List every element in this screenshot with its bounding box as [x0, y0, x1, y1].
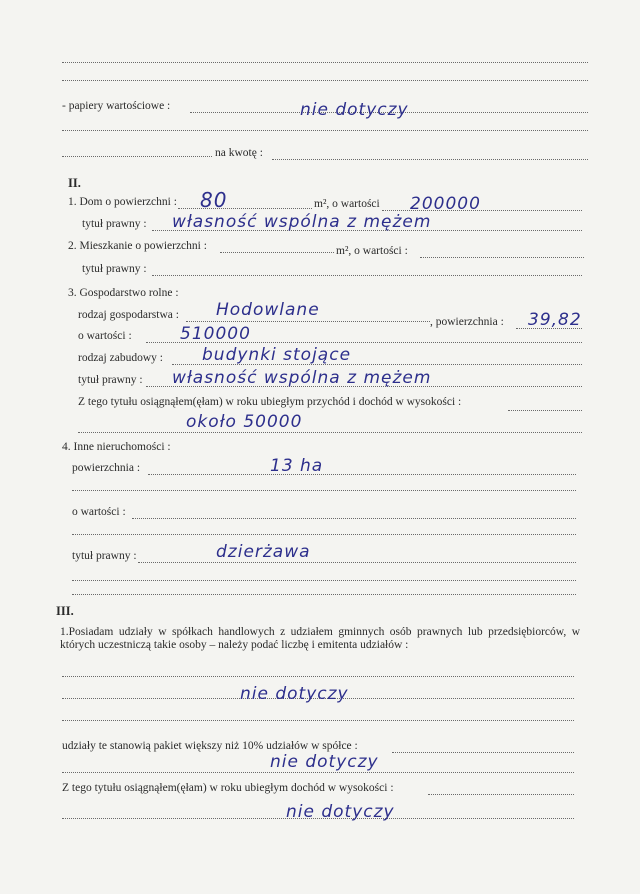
section-iii-heading: III.	[56, 604, 74, 618]
dotted-line	[62, 720, 574, 721]
other-property-label: 4. Inne nieruchomości :	[62, 441, 171, 453]
farm-value-label: o wartości :	[78, 330, 132, 342]
building-label: rodzaj zabudowy :	[78, 352, 163, 364]
house-title-value: własność wspólna z mężem	[172, 212, 432, 232]
securities-label: - papiery wartościowe :	[62, 100, 171, 112]
farm-title-value: własność wspólna z mężem	[172, 368, 432, 388]
iii-income-value: nie dotyczy	[286, 802, 395, 822]
dotted-line	[72, 580, 576, 581]
farm-label: 3. Gospodarstwo rolne :	[68, 287, 179, 299]
dotted-line	[72, 534, 576, 535]
package-label: udziały te stanowią pakiet większy niż 10% udziałów w spółce :	[62, 740, 358, 752]
farm-type-label: rodzaj gospodarstwa :	[78, 309, 179, 321]
flat-unit-label: m², o wartości :	[336, 245, 408, 257]
securities-value: nie dotyczy	[300, 100, 409, 120]
dotted-line	[62, 62, 588, 63]
flat-label: 2. Mieszkanie o powierzchni :	[68, 240, 207, 252]
farm-title-label: tytuł prawny :	[78, 374, 143, 386]
other-area-value: 13 ha	[270, 456, 324, 476]
dotted-line	[78, 432, 582, 433]
dotted-line	[152, 275, 582, 276]
other-area-label: powierzchnia :	[72, 462, 141, 474]
dotted-line	[392, 752, 574, 753]
other-title-value: dzierżawa	[216, 542, 311, 562]
dotted-line	[138, 562, 576, 563]
dotted-line	[62, 80, 588, 81]
farm-income-value: około 50000	[186, 412, 303, 432]
dotted-line	[72, 490, 576, 491]
dotted-line	[186, 321, 430, 322]
farm-income-label: Z tego tytułu osiągnąłem(ęłam) w roku ubiegłym przychód i dochód w wysokości :	[78, 396, 462, 408]
dotted-line	[508, 410, 582, 411]
dotted-line	[62, 676, 574, 677]
dotted-line	[272, 159, 588, 160]
section-ii-heading: II.	[68, 176, 81, 190]
dotted-line	[62, 772, 574, 773]
dotted-line	[132, 518, 576, 519]
house-label: 1. Dom o powierzchni :	[68, 196, 177, 208]
farm-area-label: , powierzchnia :	[430, 316, 504, 328]
farm-type-value: Hodowlane	[216, 300, 320, 320]
house-area-value: 80	[200, 188, 228, 212]
package-value: nie dotyczy	[270, 752, 379, 772]
house-unit-label: m², o wartości	[314, 198, 380, 210]
other-title-label: tytuł prawny :	[72, 550, 137, 562]
house-value: 200000	[410, 194, 481, 214]
house-title-label: tytuł prawny :	[82, 218, 147, 230]
building-value: budynki stojące	[202, 345, 352, 365]
shares-text: 1.Posiadam udziały w spółkach handlowych z udziałem gminnych osób prawnych lub przedsiębiorców, w których uczestniczą takie osoby – należy podać liczbę i emitenta udziałów :	[60, 626, 580, 651]
dotted-line	[420, 257, 584, 258]
other-value-label: o wartości :	[72, 506, 126, 518]
flat-title-label: tytuł prawny :	[82, 263, 147, 275]
amount-label: na kwotę :	[215, 147, 263, 159]
shares-value: nie dotyczy	[240, 684, 349, 704]
dotted-line	[72, 594, 576, 595]
dotted-line	[428, 794, 574, 795]
dotted-line	[62, 130, 588, 131]
dotted-line	[178, 208, 312, 209]
farm-value: 510000	[180, 324, 251, 344]
farm-area-value: 39,82	[528, 310, 582, 330]
dotted-line	[220, 252, 334, 253]
dotted-line	[148, 474, 576, 475]
iii-income-label: Z tego tytułu osiągnąłem(ęłam) w roku ubiegłym dochód w wysokości :	[62, 782, 394, 794]
dotted-line	[62, 156, 212, 157]
